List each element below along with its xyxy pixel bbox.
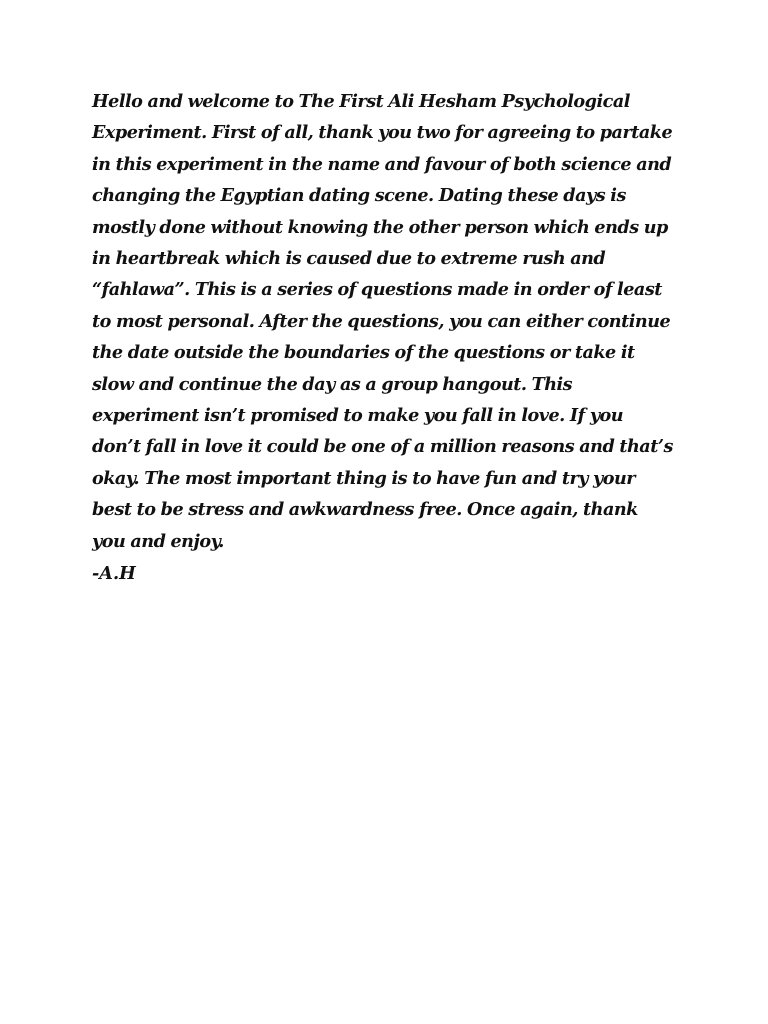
signature: -A.H xyxy=(92,563,136,584)
letter-body-paragraph: Hello and welcome to The First Ali Hesham Psychological Experiment. First of all, thank you two for agreeing to partake in this experiment in the name and favour of both science and changing the Egyptian dating scene. Dating these days is mostly done without knowing the other person which ends up in heartbreak which is caused due to extreme rush and “fahlawa”. This is a series of questions made in order of least to most personal. After the questions, you can either continue the date outside the boundaries of the questions or take it slow and continue the day as a group hangout. This experiment isn’t promised to make you fall in love. If you don’t fall in love it could be one of a million reasons and that’s okay. The most important thing is to have fun and try your best to be stress and awkwardness free. Once again, thank you and enjoy. xyxy=(92,91,673,552)
